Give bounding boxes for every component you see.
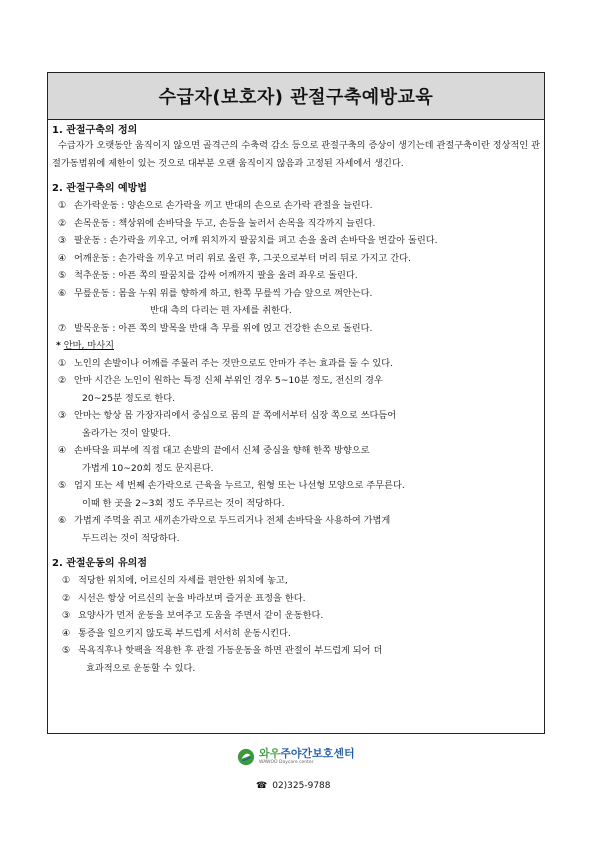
list-item: ⑦ 발목운동 : 아픈 쪽의 발목을 반대 측 무릎 위에 얹고 건강한 손으로 돌린다. <box>58 322 373 334</box>
list-item: ③ 요양사가 먼저 운동을 보여주고 도움을 주면서 같이 운동한다. <box>62 610 324 621</box>
list-item: ① 손가락운동 : 양손으로 손가락을 끼고 반대의 손으로 손가락 관절을 늘린다. <box>58 200 373 211</box>
section1-body: 수급자가 오랫동안 움직이지 않으면 골격근의 수축력 감소 등으로 관절구축의 증상이 생기는데 관절구축이란 정상적인 관절가동범위에 제한이 있는 것으로 대부분 오랜 움직이지 않음과 고정된 자세에서 생긴다. <box>52 140 540 169</box>
list-item-continuation: 가볍게 10~20회 정도 문지른다. <box>82 462 214 474</box>
list-item: ② 안마 시간은 노인이 원하는 특정 신체 부위인 경우 5~10분 정도, 전신의 경우 <box>58 375 383 386</box>
list-item: ② 시선은 항상 어르신의 눈을 바라보며 즐거운 표정을 한다. <box>62 592 306 604</box>
list-item: ① 노인의 손발이나 어깨를 주물러 주는 것만으로도 안마가 주는 효과를 둘 수 있다. <box>58 357 394 369</box>
list-item: ⑥ 가볍게 주먹을 쥐고 새끼손가락으로 두드리거나 전체 손바닥을 사용하여 가볍게 <box>58 515 391 526</box>
list-item: ② 손목운동 : 책상위에 손바닥을 두고, 손등을 눌러서 손목을 직각까지 늘린다. <box>58 217 376 229</box>
massage-heading: * 안마, 마사지 <box>56 340 114 351</box>
list-item-continuation: 두드리는 것이 적당하다. <box>82 532 180 544</box>
list-item: ④ 어깨운동 : 손가락을 끼우고 머리 위로 올린 후, 그곳으로부터 머리 뒤로 가지고 간다. <box>58 252 411 264</box>
list-item-continuation: 반대 측의 다리는 편 자세를 취한다. <box>150 305 292 316</box>
list-item: ④ 손바닥을 피부에 직접 대고 손발의 끝에서 신체 중심을 향해 한쪽 방향으로 <box>58 445 370 456</box>
caution-list <box>52 572 540 677</box>
list-item-continuation: 올라가는 것이 알맞다. <box>82 427 171 439</box>
list-item-continuation: 이때 한 곳을 2~3회 정도 주무르는 것이 적당하다. <box>82 497 285 509</box>
section3-heading: 2. 관절운동의 유의점 <box>52 558 147 569</box>
list-item: ④ 통증을 일으키지 않도록 부드럽게 서서히 운동시킨다. <box>62 627 291 639</box>
list-item-continuation: 효과적으로 운동할 수 있다. <box>86 662 196 674</box>
page-title: 수급자(보호자) 관절구축예방교육 <box>158 87 434 108</box>
list-item-continuation: 20~25분 정도로 한다. <box>82 392 176 404</box>
list-item: ⑤ 엄지 또는 세 번째 손가락으로 근육을 누르고, 원형 또는 나선형 모양으로 주무른다. <box>58 480 405 491</box>
content <box>52 124 540 677</box>
section2-heading: 2. 관절구축의 예방법 <box>52 183 147 194</box>
center-subtitle: WAWOO Daycare center <box>259 760 314 765</box>
list-item: ⑤ 척추운동 : 아픈 쪽의 팔꿈치를 감싸 어깨까지 팔을 올려 좌우로 돌린다. <box>58 270 358 281</box>
prevention-list <box>52 197 540 337</box>
leaf-logo-icon <box>237 748 255 766</box>
phone-icon: ☎ <box>256 781 268 791</box>
list-item: ⑥ 무릎운동 : 몸을 누워 위를 향하게 하고, 한쪽 무릎씩 가슴 앞으로 껴안는다. <box>58 287 373 299</box>
center-logo <box>237 748 355 766</box>
phone-text: 02)325-9788 <box>272 781 331 791</box>
massage-list <box>52 355 540 548</box>
phone-number <box>256 781 331 791</box>
list-item: ⑤ 목욕직후나 핫팩을 적용한 후 관절 가동운동을 하면 관절이 부드럽게 되어 더 <box>62 645 383 656</box>
list-item: ① 적당한 위치에, 어르신의 자세를 편안한 위치에 놓고, <box>62 575 288 586</box>
center-name: 와우주야간보호센터 <box>259 747 355 760</box>
list-item: ③ 팔운동 : 손가락을 끼우고, 어깨 위치까지 팔꿈치를 펴고 손을 올려 손바닥을 번갈아 돌린다. <box>58 235 438 246</box>
section1-heading: 1. 관절구축의 정의 <box>52 125 138 136</box>
title-box <box>47 72 545 120</box>
list-item: ③ 안마는 항상 몸 가장자리에서 중심으로 몸의 끝 쪽에서부터 심장 쪽으로 쓰다듬어 <box>58 410 397 421</box>
